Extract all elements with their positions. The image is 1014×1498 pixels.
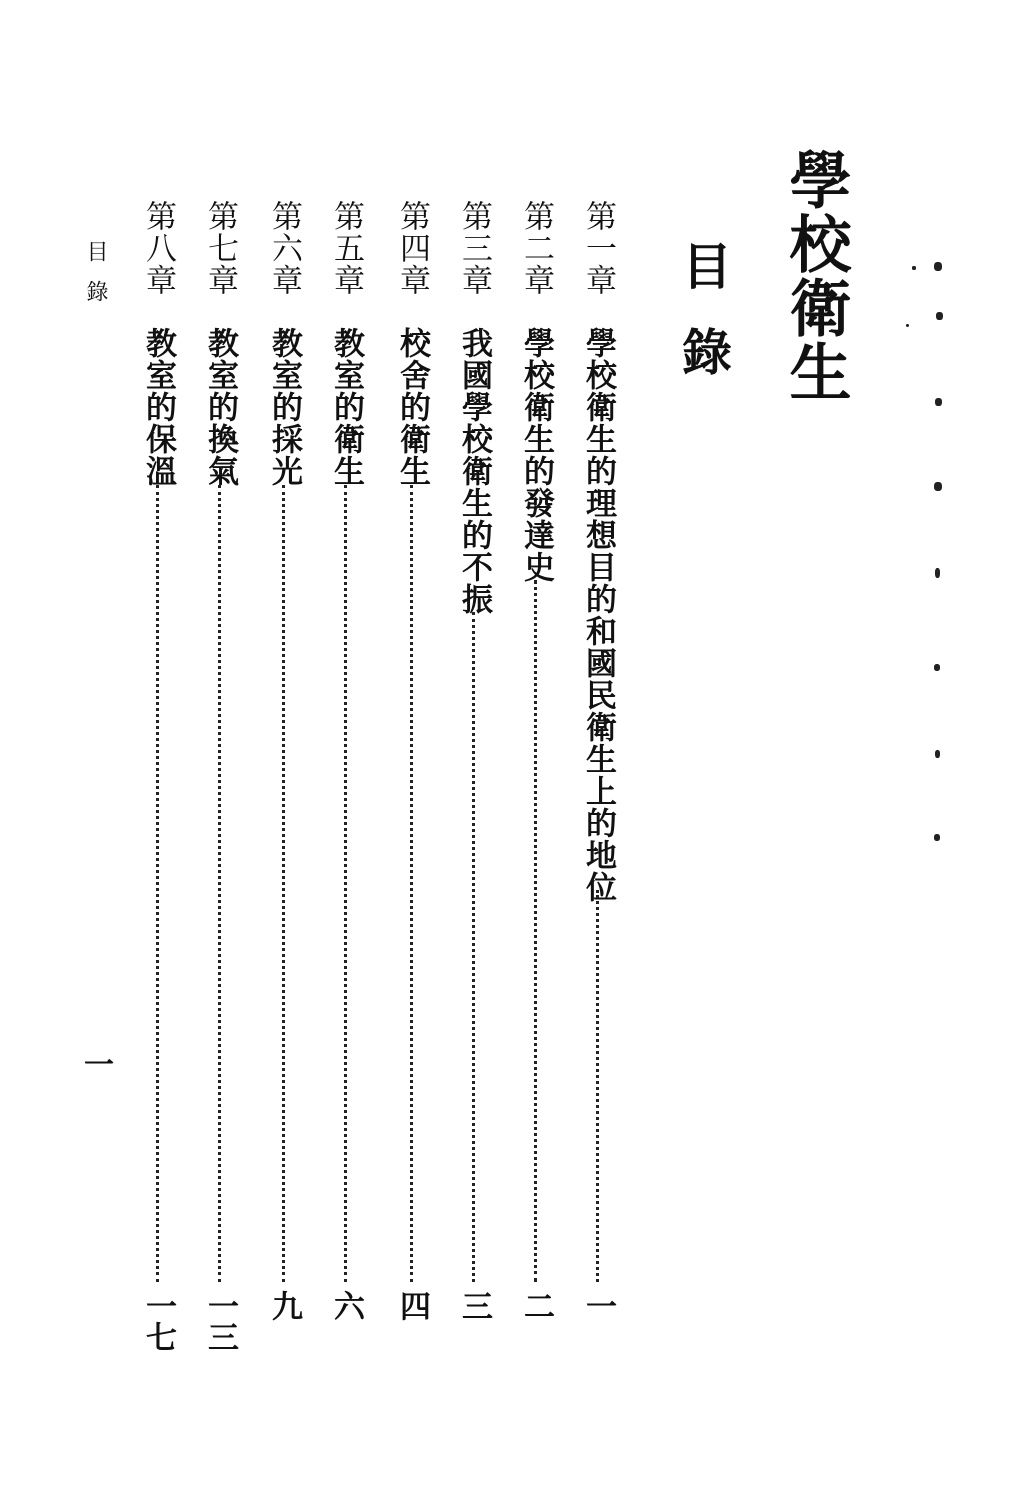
scan-speck (912, 266, 916, 270)
chapter-page: 九 (266, 1290, 302, 1321)
chapter-number: 第二章 (518, 200, 554, 296)
toc-entry-6 (264, 200, 304, 1360)
toc-entry-1 (578, 200, 618, 1360)
toc-heading: 目錄 (674, 240, 733, 412)
chapter-number: 第一章 (580, 200, 616, 296)
dot-leader (344, 485, 347, 1282)
scan-speck (934, 482, 942, 491)
dot-leader (410, 485, 413, 1282)
chapter-page: 一 (580, 1290, 616, 1321)
dot-leader (282, 485, 285, 1282)
chapter-title: 教室的衛生 (328, 327, 364, 487)
scan-speck (935, 750, 940, 758)
scan-speck (934, 834, 940, 841)
scan-speck (935, 568, 940, 578)
running-head: 目錄 (83, 240, 108, 320)
chapter-title: 學校衛生的理想目的和國民衛生上的地位 (580, 327, 616, 903)
chapter-title: 我國學校衛生的不振 (456, 327, 492, 615)
scan-speck (935, 398, 942, 406)
chapter-title: 教室的採光 (266, 327, 302, 487)
toc-entry-7 (200, 200, 240, 1360)
scan-speck (936, 312, 943, 320)
scan-speck (934, 262, 942, 271)
dot-leader (534, 580, 537, 1282)
dot-leader (472, 612, 475, 1282)
dot-leader (596, 890, 599, 1282)
chapter-page: 一三 (202, 1290, 238, 1352)
page-folio: 一 (84, 1048, 114, 1083)
dot-leader (156, 485, 159, 1282)
chapter-number: 第七章 (202, 200, 238, 296)
dot-leader (218, 485, 221, 1282)
scan-speck (906, 324, 909, 327)
chapter-page: 一七 (140, 1290, 176, 1352)
toc-entry-5 (326, 200, 366, 1360)
chapter-page: 四 (394, 1290, 430, 1321)
chapter-page: 六 (328, 1290, 364, 1321)
chapter-title: 教室的保溫 (140, 327, 176, 487)
toc-entry-2 (516, 200, 556, 1360)
toc-entry-3 (454, 200, 494, 1360)
chapter-number: 第六章 (266, 200, 302, 296)
chapter-number: 第三章 (456, 200, 492, 296)
toc-entry-4 (392, 200, 432, 1360)
chapter-number: 第八章 (140, 200, 176, 296)
chapter-title: 教室的換氣 (202, 327, 238, 487)
chapter-number: 第五章 (328, 200, 364, 296)
chapter-title: 學校衛生的發達史 (518, 327, 554, 583)
chapter-number: 第四章 (394, 200, 430, 296)
book-title: 學校衛生 (779, 148, 852, 404)
toc-entry-8 (138, 200, 178, 1360)
chapter-page: 二 (518, 1290, 554, 1321)
chapter-title: 校舍的衛生 (394, 327, 430, 487)
scan-speck (934, 664, 940, 671)
chapter-page: 三 (456, 1290, 492, 1321)
